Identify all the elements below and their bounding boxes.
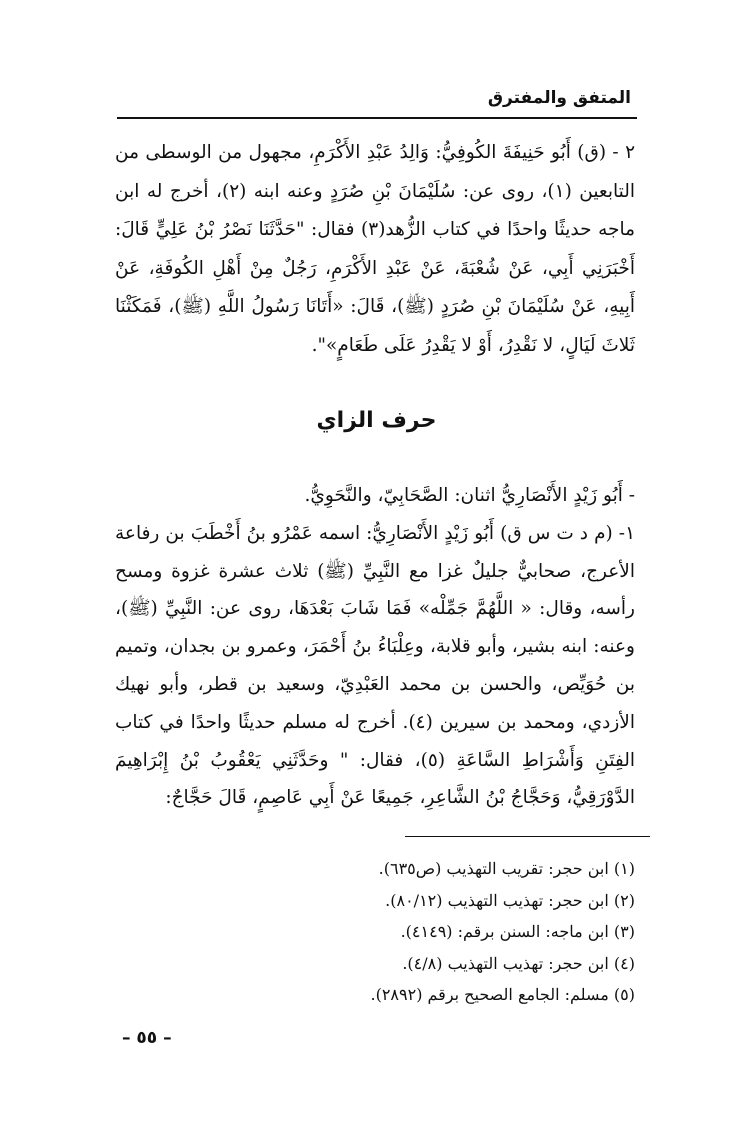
page-number: – ٥٥ – [122,1028,172,1048]
section-heading: حرف الزاي [316,408,437,433]
footnote-rule [405,836,650,837]
header-rule [117,117,637,119]
footnote: (٢) ابن حجر: تهذيب التهذيب (٨٠/١٢). [385,890,635,910]
footnote: (٤) ابن حجر: تهذيب التهذيب (٤/٨). [402,953,635,973]
entry-list-1 [115,134,635,365]
entry-paragraph: ١- (م د ت س ق) أَبُو زَيْدٍ الأَنْصَارِيُّ: اسمه عَمْرُو بنُ أَخْطَبَ بن رفاعة الأعرج، صحابيٌّ جليلٌ غزا مع النَّبِيِّ (ﷺ) ثلاث عشرة غزوة ومسح رأسه، وقال: « اللَّهُمَّ جَمِّلْه» فَمَا شَابَ بَعْدَهَا، روى عن: النَّبِيِّ (ﷺ)، وعنه: ابنه بشير، وأبو قلابة، وعِلْبَاءُ بنُ أَحْمَرَ، وعمرو بن بجدان، وتميم بن حُوَيِّص، والحسن بن محمد العَبْدِيّ، وسعيد بن قطر، وأبو نهيك الأزدي، ومحمد بن سيرين (٤). أخرج له مسلم حديثًا واحدًا في كتاب الفِتَنِ وَأَشْرَاطِ السَّاعَةِ (٥)، فقال: " وحَدَّثَنِي يَعْقُوبُ بْنُ إِبْرَاهِيمَ الدَّوْرَقِيُّ، وَحَجَّاجُ بْنُ الشَّاعِرِ، جَمِيعًا عَنْ أَبِي عَاصِمٍ، قَالَ حَجَّاجٌ: [115,522,636,809]
footnote: (١) ابن حجر: تقريب التهذيب (ص٦٣٥). [378,859,635,878]
running-title: المتفق والمفترق [487,88,631,108]
footnote: (٣) ابن ماجه: السنن برقم: (٤١٤٩). [400,922,635,941]
entry-list-2 [115,477,635,817]
footnotes [305,853,635,1011]
footnote: (٥) مسلم: الجامع الصحيح برقم (٢٨٩٢). [370,985,635,1004]
entry-paragraph: - أَبُو زَيْدٍ الأَنْصَارِيُّ اثنان: الصَّحَابِيّ، والنَّحَوِيُّ. [304,485,635,506]
entry-paragraph: ٢ - (ق) أَبُو حَنِيفَةَ الكُوفِيُّ: وَالِدُ عَبْدِ الأَكْرَمِ، مجهول من الوسطى من التابعين (١)، روى عن: سُلَيْمَانَ بْنِ صُرَدٍ وعنه ابنه (٢)، أخرج له ابن ماجه حديثًا واحدًا في كتاب الزُّهد(٣) فقال: "حَدَّثَنَا نَصْرُ بْنُ عَلِيٍّ قَالَ: أَخْبَرَنِي أَبِي، عَنْ شُعْبَةَ، عَنْ عَبْدِ الأَكْرَمِ، رَجُلٌ مِنْ أَهْلِ الكُوفَةِ، عَنْ أَبِيهِ، عَنْ سُلَيْمَانَ بْنِ صُرَدٍ (ﷺ)، قَالَ: «أَتَانَا رَسُولُ اللَّهِ (ﷺ)، فَمَكَثْنَا ثَلاثَ لَيَالٍ، لا نَقْدِرُ، أَوْ لا يَقْدِرُ عَلَى طَعَامٍ»". [115,142,635,356]
